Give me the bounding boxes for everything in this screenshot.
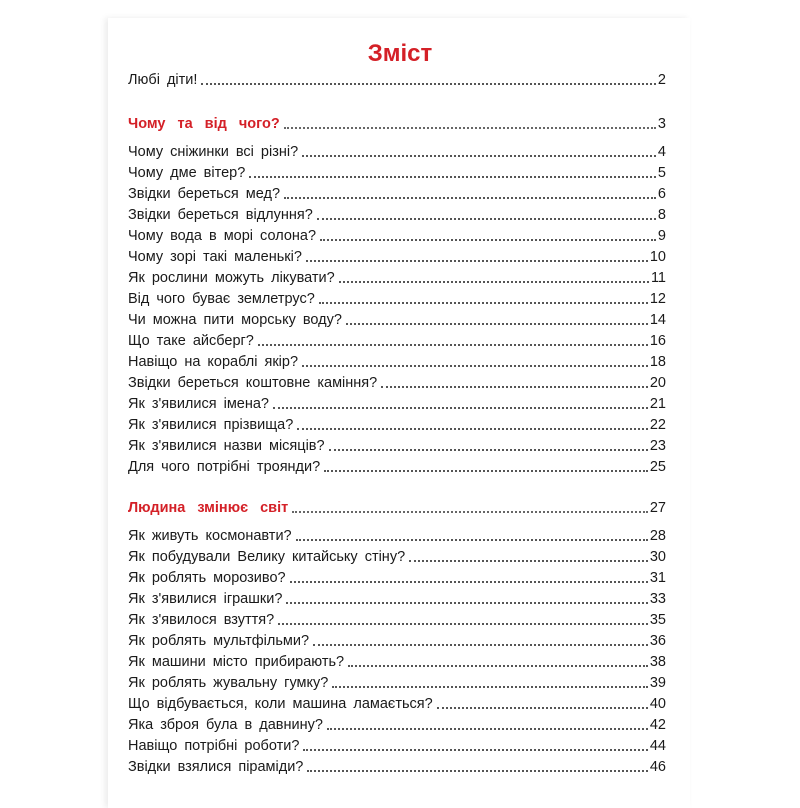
dot-leader	[273, 406, 648, 409]
toc-page-number: 14	[649, 312, 666, 328]
dot-leader	[329, 448, 648, 451]
toc-entry-title: Як машини місто прибирають?	[128, 654, 345, 670]
toc-entry-title: Чому зорі такі маленькі?	[128, 249, 302, 265]
dot-leader	[320, 238, 656, 241]
toc-page-number: 42	[649, 717, 666, 733]
dot-leader	[258, 343, 648, 346]
toc-entry-title: Чому вода в морі солона?	[128, 228, 317, 244]
dot-leader	[284, 126, 656, 129]
toc-page-number: 21	[649, 396, 666, 412]
toc-page-number: 22	[649, 417, 666, 433]
dot-leader	[319, 301, 648, 304]
dot-leader	[302, 364, 648, 367]
toc-entry-title: Як роблять жувальну гумку?	[128, 675, 329, 691]
dot-leader	[290, 580, 648, 583]
toc-section-heading	[128, 112, 666, 132]
toc-page-number: 3	[657, 116, 666, 132]
toc-entry-title: Як з'явилися прізвища?	[128, 417, 294, 433]
toc-page-number: 39	[649, 675, 666, 691]
dot-leader	[201, 82, 656, 85]
toc-entry-title: Для чого потрібні троянди?	[128, 459, 321, 475]
toc-entry	[128, 608, 666, 628]
toc-entry-title: Як рослини можуть лікувати?	[128, 270, 335, 286]
toc-page-number: 5	[657, 165, 666, 181]
toc-page-number: 38	[649, 654, 666, 670]
toc-page-number: 36	[649, 633, 666, 649]
toc-page-number: 30	[649, 549, 666, 565]
dot-leader	[286, 601, 647, 604]
dot-leader	[303, 748, 647, 751]
dot-leader	[278, 622, 648, 625]
toc-entry	[128, 455, 666, 475]
toc-entry	[128, 734, 666, 754]
toc-entry	[128, 434, 666, 454]
toc-entry-title: Навіщо на кораблі якір?	[128, 354, 299, 370]
toc-entry-title: Яка зброя була в давнину?	[128, 717, 323, 733]
toc-entry-title: Звідки береться мед?	[128, 186, 281, 202]
toc-entry-title: Чи можна пити морську воду?	[128, 312, 342, 328]
toc-page-number: 20	[649, 375, 666, 391]
toc-page-number: 10	[649, 249, 666, 265]
toc-entry-title: Як роблять мультфільми?	[128, 633, 310, 649]
toc-entry-title: Звідки взялися піраміди?	[128, 759, 304, 775]
toc-entry-title: Як живуть космонавти?	[128, 528, 292, 544]
dot-leader	[437, 706, 648, 709]
page-title: Зміст	[367, 40, 433, 67]
toc-page-number: 28	[649, 528, 666, 544]
dot-leader	[284, 196, 656, 199]
toc-entry	[128, 182, 666, 202]
toc-entry-title: Як з'явилися імена?	[128, 396, 269, 412]
dot-leader	[348, 664, 648, 667]
toc-entry	[128, 350, 666, 370]
toc-entry-title: Людина змінює світ	[128, 500, 289, 516]
dot-leader	[324, 469, 648, 472]
toc-page-number: 35	[649, 612, 666, 628]
toc-entry	[128, 692, 666, 712]
toc-entry-title: Чому дме вітер?	[128, 165, 246, 181]
toc-entry	[128, 329, 666, 349]
toc-page-number: 40	[649, 696, 666, 712]
toc-entry	[128, 650, 666, 670]
toc-entry	[128, 287, 666, 307]
toc-page-number: 16	[649, 333, 666, 349]
dot-leader	[332, 685, 648, 688]
toc-page-number: 44	[649, 738, 666, 754]
toc-page-number: 31	[649, 570, 666, 586]
toc-entry-title: Від чого буває землетрус?	[128, 291, 315, 307]
toc-page-number: 46	[649, 759, 666, 775]
toc-entry	[128, 566, 666, 586]
toc-entry	[128, 371, 666, 391]
toc-page-number: 27	[649, 500, 666, 516]
toc-entry-title: Звідки береться коштовне каміння?	[128, 375, 378, 391]
toc-entry-title: Як з'явилося взуття?	[128, 612, 275, 628]
toc-entry-title: Як побудували Велику китайську стіну?	[128, 549, 406, 565]
dot-leader	[302, 154, 656, 157]
toc-entry-title: Чому та від чого?	[128, 116, 280, 132]
toc-entry-title: Що таке айсберг?	[128, 333, 254, 349]
toc-entry	[128, 203, 666, 223]
toc-entry	[128, 68, 666, 88]
toc-page-number: 11	[650, 270, 666, 286]
toc-entry	[128, 161, 666, 181]
toc-page-number: 6	[657, 186, 666, 202]
toc-entry-title: Як з'явилися іграшки?	[128, 591, 283, 607]
toc-entry-title: Як з'явилися назви місяців?	[128, 438, 325, 454]
toc-entry	[128, 524, 666, 544]
toc-page-number: 8	[657, 207, 666, 223]
toc-entry	[128, 392, 666, 412]
toc-entry-title: Що відбувається, коли машина ламається?	[128, 696, 433, 712]
toc-entry	[128, 713, 666, 733]
dot-leader	[307, 769, 647, 772]
dot-leader	[327, 727, 648, 730]
toc-page-number: 23	[649, 438, 666, 454]
toc-entry	[128, 545, 666, 565]
dot-leader	[306, 259, 648, 262]
toc-entry	[128, 245, 666, 265]
toc-section-heading	[128, 496, 666, 516]
toc-entry	[128, 266, 666, 286]
toc-page-number: 33	[649, 591, 666, 607]
toc-entry	[128, 587, 666, 607]
toc-page-number: 2	[657, 72, 666, 88]
toc-entry	[128, 308, 666, 328]
dot-leader	[292, 510, 648, 513]
toc-entry-title: Чому сніжинки всі різні?	[128, 144, 299, 160]
dot-leader	[409, 559, 648, 562]
dot-leader	[296, 538, 648, 541]
dot-leader	[297, 427, 648, 430]
toc-entry	[128, 140, 666, 160]
toc-page-number: 18	[649, 354, 666, 370]
toc-page-number: 25	[649, 459, 666, 475]
dot-leader	[346, 322, 648, 325]
dot-leader	[313, 643, 648, 646]
dot-leader	[249, 175, 656, 178]
toc-entry-title: Звідки береться відлуння?	[128, 207, 313, 223]
toc-entry	[128, 224, 666, 244]
toc-page-number: 4	[657, 144, 666, 160]
toc-entry	[128, 671, 666, 691]
toc-page-number: 9	[657, 228, 666, 244]
toc-entry-title: Як роблять морозиво?	[128, 570, 286, 586]
toc-entry	[128, 413, 666, 433]
toc-entry-title: Любі діти!	[128, 72, 198, 88]
dot-leader	[339, 280, 649, 283]
toc-entry	[128, 755, 666, 775]
dot-leader	[381, 385, 648, 388]
toc-page-number: 12	[649, 291, 666, 307]
toc-entry-title: Навіщо потрібні роботи?	[128, 738, 300, 754]
dot-leader	[317, 217, 656, 220]
toc-entry	[128, 629, 666, 649]
